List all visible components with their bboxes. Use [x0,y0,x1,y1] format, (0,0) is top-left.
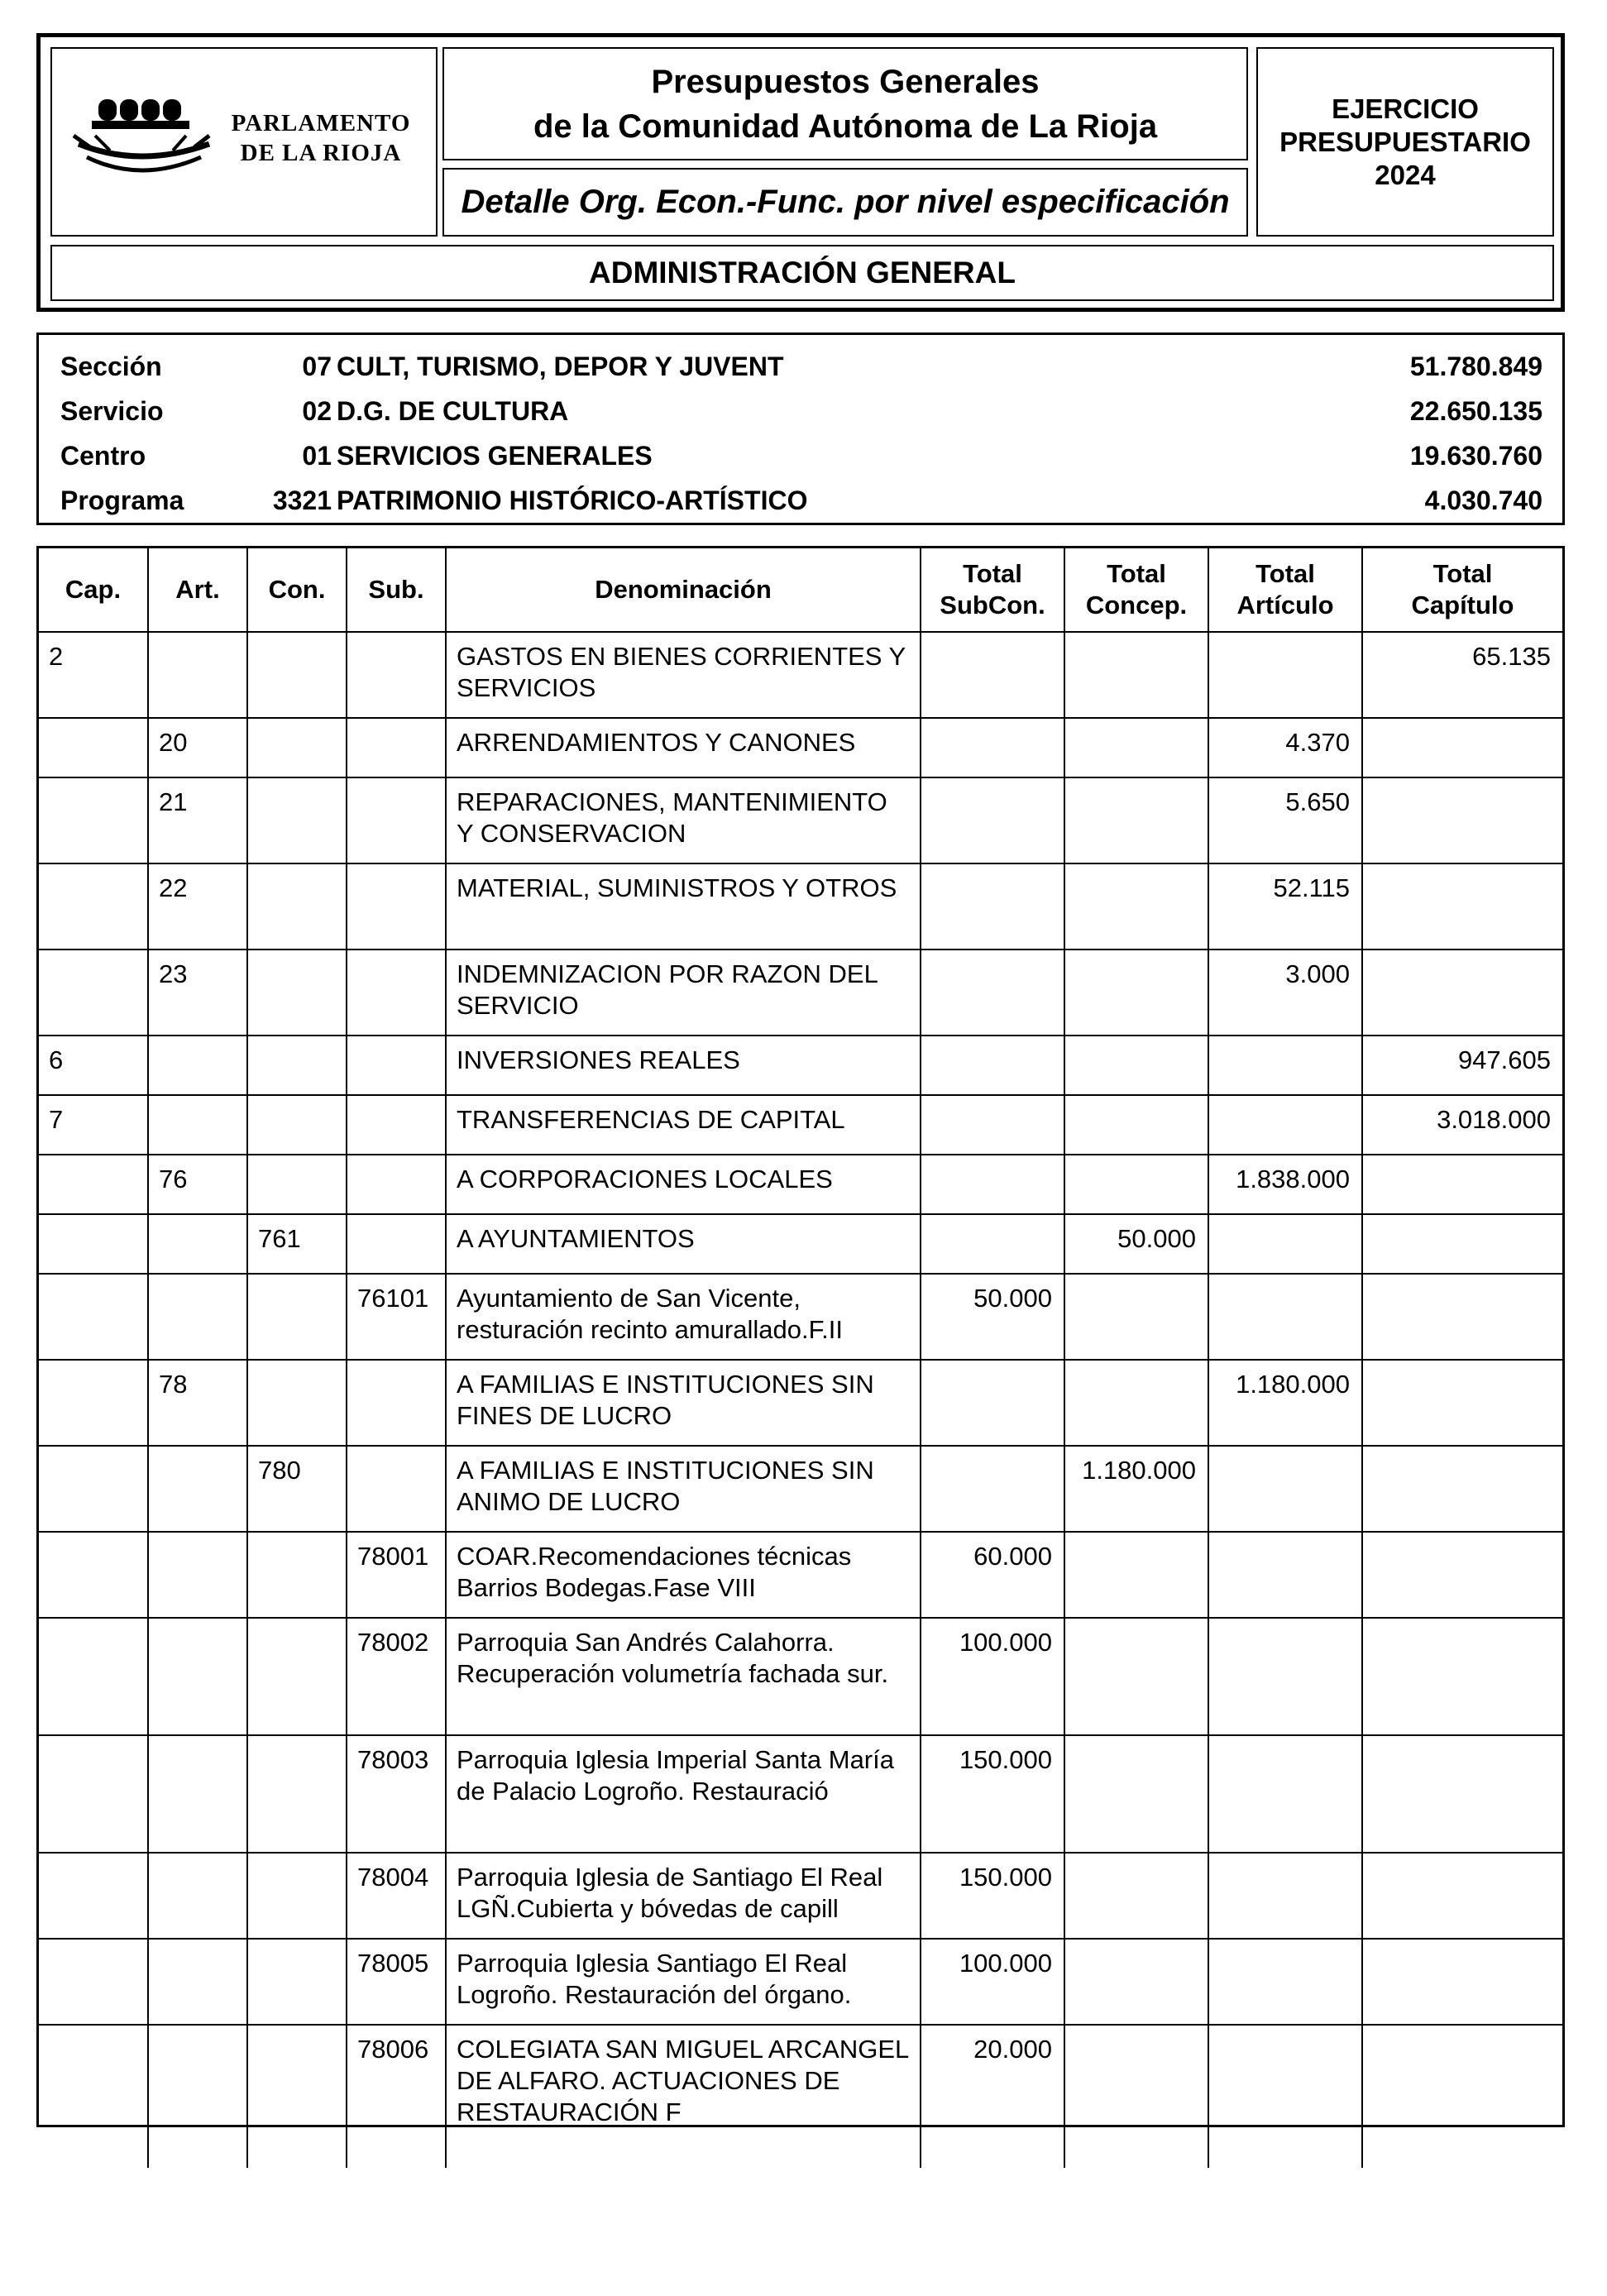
cell-subcon [921,718,1064,777]
table-row [39,1446,1562,1532]
cell-subcon: 150.000 [921,1735,1064,1853]
table-row [39,1274,1562,1360]
cell-articulo [1208,1095,1362,1155]
cell-art: 21 [148,777,247,863]
cell-art [148,1274,247,1360]
cell-articulo [1208,2025,1362,2168]
cell-art [148,1532,247,1618]
cell-subcon [921,1095,1064,1155]
document-title-line-2: de la Comunidad Autónoma de La Rioja [533,108,1158,145]
cell-capitulo [1362,718,1562,777]
table-body [39,632,1562,2168]
cell-cap [39,2025,148,2168]
info-row-centro [39,433,1562,477]
cell-art: 20 [148,718,247,777]
cell-con [247,1155,347,1214]
ejercicio-label: EJERCICIO [1332,93,1479,124]
cell-concep [1064,1360,1208,1446]
cell-concep [1064,863,1208,949]
cell-den: A AYUNTAMIENTOS [446,1214,921,1274]
cell-capitulo [1362,777,1562,863]
cell-den: MATERIAL, SUMINISTROS Y OTROS [446,863,921,949]
cell-con [247,2025,347,2168]
info-name: SERVICIOS GENERALES [337,441,653,471]
cell-art [148,1446,247,1532]
cell-articulo: 1.180.000 [1208,1360,1362,1446]
cell-cap [39,1618,148,1735]
cell-subcon: 100.000 [921,1618,1064,1735]
cell-subcon [921,863,1064,949]
cell-den: Ayuntamiento de San Vicente, resturación recinto amurallado.F.II [446,1274,921,1360]
cell-sub: 78004 [347,1853,446,1939]
cell-capitulo [1362,949,1562,1036]
col-header-total-capitulo [1362,548,1562,632]
cell-articulo [1208,1274,1362,1360]
cell-den: TRANSFERENCIAS DE CAPITAL [446,1095,921,1155]
cell-cap: 2 [39,632,148,718]
cell-sub: 78002 [347,1618,446,1735]
cell-subcon [921,949,1064,1036]
cell-concep [1064,777,1208,863]
cell-cap [39,718,148,777]
cell-sub [347,632,446,718]
info-amount: 22.650.135 [1409,396,1542,426]
cell-den: Parroquia Iglesia Santiago El Real Logroño. Restauración del órgano. [446,1939,921,2025]
cell-articulo [1208,1214,1362,1274]
cell-concep [1064,1036,1208,1095]
ejercicio-year: 2024 [1375,159,1436,190]
cell-con [247,777,347,863]
cell-articulo [1208,1036,1362,1095]
logo-box [50,47,438,237]
info-amount: 19.630.760 [1409,441,1542,471]
info-amount: 4.030.740 [1424,486,1542,515]
cell-articulo [1208,632,1362,718]
cell-articulo [1208,1735,1362,1853]
info-amount: 51.780.849 [1409,352,1542,381]
cell-subcon [921,777,1064,863]
header-line: Total [963,559,1022,588]
table-row [39,1095,1562,1155]
info-label: Servicio [60,396,164,426]
cell-subcon [921,1360,1064,1446]
cell-den: Parroquia Iglesia Imperial Santa María de Palacio Logroño. Restauració [446,1735,921,1853]
cell-subcon [921,1036,1064,1095]
budget-table-box [36,546,1565,2127]
cell-cap [39,1735,148,1853]
cell-concep [1064,1853,1208,1939]
cell-concep [1064,1618,1208,1735]
cell-con [247,1532,347,1618]
cell-sub: 78003 [347,1735,446,1853]
table-row [39,1036,1562,1095]
table-row [39,777,1562,863]
cell-subcon: 100.000 [921,1939,1064,2025]
header-line: Concep. [1085,591,1188,619]
table-header-row [39,548,1562,632]
cell-den: ARRENDAMIENTOS Y CANONES [446,718,921,777]
cell-art [148,1735,247,1853]
cell-art: 78 [148,1360,247,1446]
cell-den: A CORPORACIONES LOCALES [446,1155,921,1214]
cell-con [247,1735,347,1853]
cell-art [148,2025,247,2168]
cell-den: Parroquia Iglesia de Santiago El Real LGÑ.Cubierta y bóvedas de capill [446,1853,921,1939]
cell-capitulo [1362,1360,1562,1446]
cell-cap: 7 [39,1095,148,1155]
cell-art: 22 [148,863,247,949]
cell-den: REPARACIONES, MANTENIMIENTO Y CONSERVACION [446,777,921,863]
col-header-total-articulo [1208,548,1362,632]
cell-subcon: 50.000 [921,1274,1064,1360]
cell-capitulo: 947.605 [1362,1036,1562,1095]
header-line: Total [1432,559,1493,588]
col-header-art: Art. [148,548,247,632]
table-row [39,1155,1562,1214]
cell-art [148,1853,247,1939]
parliament-logo-icon [62,86,227,202]
info-label: Centro [60,441,146,471]
cell-articulo: 4.370 [1208,718,1362,777]
cell-den: GASTOS EN BIENES CORRIENTES Y SERVICIOS [446,632,921,718]
cell-den: A FAMILIAS E INSTITUCIONES SIN ANIMO DE LUCRO [446,1446,921,1532]
cell-con [247,949,347,1036]
cell-subcon [921,632,1064,718]
table-row [39,1360,1562,1446]
admin-box [50,245,1554,301]
cell-concep [1064,718,1208,777]
cell-concep [1064,1939,1208,2025]
info-code: 02 [302,396,332,426]
cell-cap [39,1274,148,1360]
cell-concep [1064,1155,1208,1214]
cell-cap [39,1214,148,1274]
presupuestario-label: PRESUPUESTARIO [1279,126,1531,157]
cell-capitulo [1362,2025,1562,2168]
cell-subcon: 150.000 [921,1853,1064,1939]
info-row-servicio [39,388,1562,433]
cell-capitulo [1362,1853,1562,1939]
cell-articulo: 1.838.000 [1208,1155,1362,1214]
cell-art [148,632,247,718]
table-row [39,632,1562,718]
cell-art [148,1939,247,2025]
col-header-cap: Cap. [39,548,148,632]
table-row [39,1618,1562,1735]
cell-art [148,1036,247,1095]
info-row-programa [39,477,1562,522]
cell-sub [347,1360,446,1446]
cell-cap [39,777,148,863]
table-row [39,1939,1562,2025]
logo-line-2: DE LA RIOJA [240,140,402,166]
cell-articulo [1208,1853,1362,1939]
cell-con [247,1939,347,2025]
table-row [39,2025,1562,2168]
cell-concep [1064,1274,1208,1360]
cell-cap: 6 [39,1036,148,1095]
col-header-denominacion: Denominación [446,548,921,632]
header-line: Capítulo [1411,591,1514,619]
cell-cap [39,863,148,949]
cell-con [247,1095,347,1155]
cell-sub [347,1036,446,1095]
cell-capitulo [1362,1155,1562,1214]
cell-sub: 76101 [347,1274,446,1360]
cell-sub [347,1155,446,1214]
cell-cap [39,949,148,1036]
cell-con: 780 [247,1446,347,1532]
subtitle-box [442,168,1248,237]
cell-sub [347,1095,446,1155]
cell-art [148,1214,247,1274]
document-title-line-1: Presupuestos Generales [651,63,1040,100]
cell-capitulo [1362,1618,1562,1735]
cell-concep [1064,632,1208,718]
cell-subcon [921,1446,1064,1532]
cell-cap [39,1446,148,1532]
cell-subcon [921,1214,1064,1274]
cell-articulo: 3.000 [1208,949,1362,1036]
cell-den: Parroquia San Andrés Calahorra. Recuperación volumetría fachada sur. [446,1618,921,1735]
document-header [36,33,1565,312]
cell-subcon: 20.000 [921,2025,1064,2168]
cell-cap [39,1360,148,1446]
table-row [39,1853,1562,1939]
info-name: PATRIMONIO HISTÓRICO-ARTÍSTICO [337,486,808,515]
cell-con [247,1618,347,1735]
cell-capitulo [1362,1532,1562,1618]
cell-capitulo [1362,1274,1562,1360]
cell-art: 23 [148,949,247,1036]
cell-subcon: 60.000 [921,1532,1064,1618]
budget-table [39,548,1562,2168]
cell-articulo: 5.650 [1208,777,1362,863]
col-header-sub: Sub. [347,548,446,632]
info-code: 3321 [272,486,332,515]
document-subtitle: Detalle Org. Econ.-Func. por nivel especificación [461,184,1230,220]
cell-capitulo [1362,1214,1562,1274]
cell-art [148,1618,247,1735]
cell-concep [1064,2025,1208,2168]
admin-title: ADMINISTRACIÓN GENERAL [589,256,1016,289]
cell-sub [347,777,446,863]
logo-line-1: PARLAMENTO [231,110,411,136]
cell-cap [39,1853,148,1939]
col-header-con: Con. [247,548,347,632]
cell-capitulo: 3.018.000 [1362,1095,1562,1155]
table-row [39,1532,1562,1618]
cell-con [247,1036,347,1095]
info-label: Sección [60,352,162,381]
cell-articulo [1208,1532,1362,1618]
cell-con [247,863,347,949]
header-line: Artículo [1236,591,1334,619]
header-line: Total [1107,559,1166,588]
cell-capitulo [1362,1939,1562,2025]
program-info-box [36,332,1565,525]
info-name: CULT, TURISMO, DEPOR Y JUVENT [337,352,784,381]
cell-con [247,1274,347,1360]
cell-concep [1064,1095,1208,1155]
header-line: SubCon. [940,591,1045,619]
table-row [39,718,1562,777]
info-name: D.G. DE CULTURA [337,396,569,426]
cell-den: INVERSIONES REALES [446,1036,921,1095]
cell-sub: 78001 [347,1532,446,1618]
col-header-total-concep [1064,548,1208,632]
cell-den: INDEMNIZACION POR RAZON DEL SERVICIO [446,949,921,1036]
cell-den: A FAMILIAS E INSTITUCIONES SIN FINES DE LUCRO [446,1360,921,1446]
cell-capitulo [1362,1735,1562,1853]
cell-sub [347,718,446,777]
col-header-total-subcon [921,548,1064,632]
cell-concep: 50.000 [1064,1214,1208,1274]
cell-sub: 78005 [347,1939,446,2025]
cell-concep [1064,949,1208,1036]
cell-articulo: 52.115 [1208,863,1362,949]
cell-articulo [1208,1446,1362,1532]
cell-articulo [1208,1939,1362,2025]
cell-con [247,632,347,718]
cell-con [247,1360,347,1446]
header-line: Total [1255,559,1315,588]
cell-concep [1064,1735,1208,1853]
cell-sub [347,1446,446,1532]
cell-art: 76 [148,1155,247,1214]
cell-art [148,1095,247,1155]
cell-cap [39,1939,148,2025]
info-code: 07 [302,352,332,381]
cell-sub [347,863,446,949]
cell-den: COLEGIATA SAN MIGUEL ARCANGEL DE ALFARO. ACTUACIONES DE RESTAURACIÓN F [446,2025,921,2168]
table-row [39,1735,1562,1853]
cell-con: 761 [247,1214,347,1274]
cell-sub [347,1214,446,1274]
cell-con [247,718,347,777]
cell-cap [39,1532,148,1618]
ejercicio-box [1256,47,1554,237]
cell-cap [39,1155,148,1214]
cell-concep: 1.180.000 [1064,1446,1208,1532]
cell-capitulo [1362,863,1562,949]
cell-articulo [1208,1618,1362,1735]
title-box [442,47,1248,160]
cell-subcon [921,1155,1064,1214]
cell-concep [1064,1532,1208,1618]
table-row [39,1214,1562,1274]
cell-capitulo: 65.135 [1362,632,1562,718]
cell-sub [347,949,446,1036]
cell-capitulo [1362,1446,1562,1532]
info-label: Programa [60,486,184,515]
info-row-seccion [39,343,1562,388]
cell-sub: 78006 [347,2025,446,2168]
table-row [39,863,1562,949]
table-row [39,949,1562,1036]
info-code: 01 [302,441,332,471]
cell-con [247,1853,347,1939]
cell-den: COAR.Recomendaciones técnicas Barrios Bodegas.Fase VIII [446,1532,921,1618]
